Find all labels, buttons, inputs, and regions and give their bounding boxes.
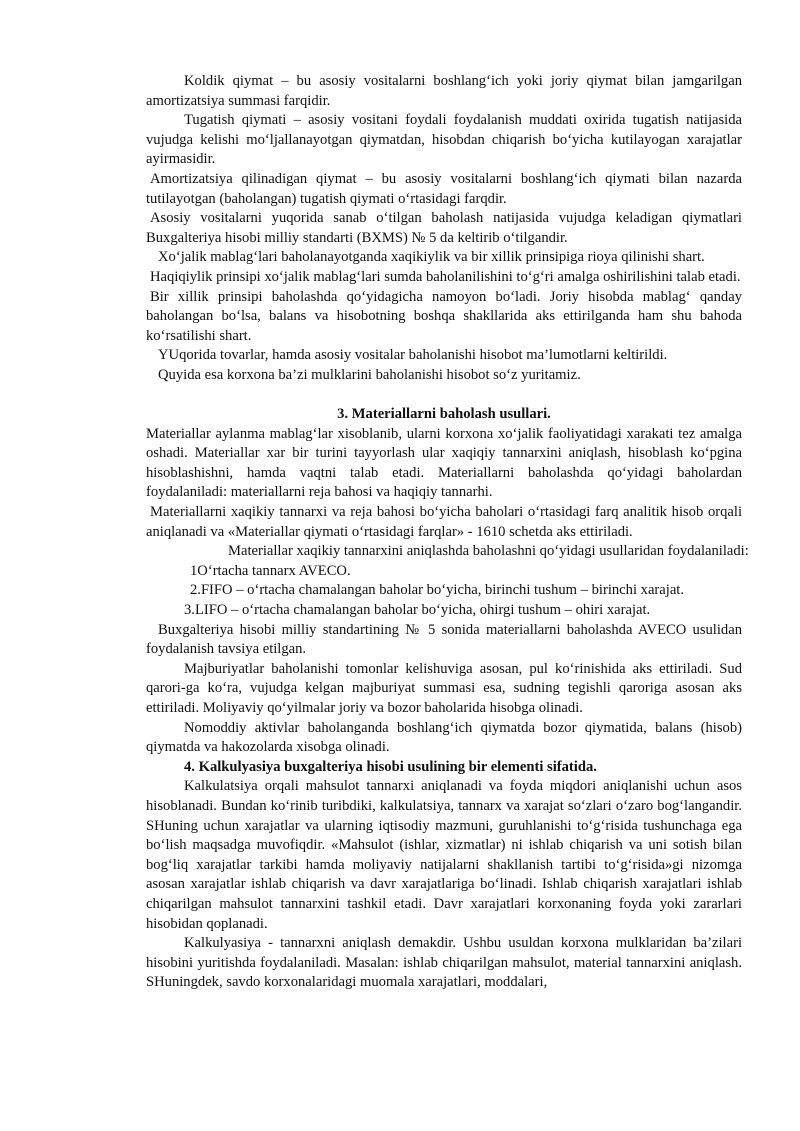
paragraph-valuation-principles: Xo‘jalik mablag‘lari baholanayotganda xaqikiylik va bir xillik prinsipiga rioya qilinishi shart. [158, 249, 705, 266]
section-3-paragraph-2: Materiallarni xaqikiy tannarxi va reja bahosi bo‘yicha baholari o‘rtasidagi farq analitik hisob orqali aniqlanadi va «Materiallar qiymati o‘rtasidagi farqlar» - 1610 schetda aks ettiriladi. [146, 504, 742, 540]
section-3-paragraph-3: Materiallar xaqikiy tannarxini aniqlashda baholashni qo‘yidagi usullaridan foydalaniladi: [228, 543, 749, 560]
paragraph-reality-principle: Haqiqiylik prinsipi xo‘jalik mablag‘lari sumda baholanilishini to‘g‘ri amalga oshirilishini talab etadi. [150, 268, 741, 285]
paragraph-bxms-standard: Asosiy vositalarni yuqorida sanab o‘tilgan baholash natijasida vujudga keladigan qiymatlari Buxgalteriya hisobi milliy standarti (BXMS) № 5 da keltirib o‘tilgandir. [146, 210, 742, 246]
paragraph-depreciable-value: Amortizatsiya qilinadigan qiymat – bu asosiy vositalarni boshlang‘ich qiymati bilan nazarda tutilayotgan (baholangan) tugatish qiymati o‘rtasidagi farqdir. [146, 170, 742, 207]
section-4-heading: 4. Kalkulyasiya buxgalteriya hisobi usulining bir elementi sifatida. [184, 758, 597, 775]
section-3-heading: 3. Materiallarni baholash usullari. [337, 406, 551, 423]
paragraph-next: Quyida esa korxona ba’zi mulklarini baholanishi hisobot so‘z yuritamiz. [158, 366, 581, 383]
list-item: 1O‘rtacha tannarx AVECO. [190, 562, 351, 579]
document-page [146, 72, 749, 993]
paragraph-summary: YUqorida tovarlar, hamda asosiy vositalar baholanishi hisobot ma’lumotlarni keltirildi. [158, 347, 668, 364]
section-3-paragraph-6: Nomoddiy aktivlar baholanganda boshlang‘ich qiymatda bozor qiymatida, balans (hisob) qiymatda va hakozolarda xisobga olinadi. [146, 719, 742, 756]
section-3-paragraph-4: Buxgalteriya hisobi milliy standartining № 5 sonida materiallarni baholashda AVECO usulidan foydalanish tavsiya etilgan. [146, 621, 742, 658]
paragraph-residual-value: Koldik qiymat – bu asosiy vositalarni boshlang‘ich yoki joriy qiymat bilan jamgarilgan amortizatsiya summasi farqidir. [146, 73, 742, 109]
valuation-methods-list [146, 562, 742, 621]
list-item: 3.LIFO – o‘rtacha chamalangan baholar bo‘yicha, ohirgi tushum – ohiri xarajat. [184, 602, 651, 619]
section-4-paragraph-2: Kalkulyasiya - tannarxni aniqlash demakdir. Ushbu usuldan korxona mulklaridan ba’zilari hisobini yuritishda foydalaniladi. Masalan: ishlab chiqarilgan mahsulot, material tannarxini aniqlash. SHuningdek, savdo korxonalaridagi muomala xarajatlari, moddalari, [146, 935, 742, 991]
section-3-paragraph-5: Majburiyatlar baholanishi tomonlar kelishuviga asosan, pul ko‘rinishida aks ettiriladi. Sud qarori-ga ko‘ra, vujudga kelgan majburiyat summasi esa, sudning tegishli qaroriga asosan aks ettiriladi. Moliyaviy qo‘yilmalar joriy va bozor baholarida hisobga olinadi. [146, 660, 742, 716]
section-4-paragraph-1: Kalkulatsiya orqali mahsulot tannarxi aniqlanadi va foyda miqdori aniqlanishi uchun asos hisoblanadi. Bundan ko‘rinib turibdiki, kalkulatsiya, tannarx va xarajat so‘zlari o‘zaro bog‘langandir. SHuning uchun xarajatlar va ularning iqtisodiy mazmuni, guruhlanishi to‘g‘risida tushunchaga ega bo‘lish maqsadga muvofiqdir. «Mahsulot (ishlar, xizmatlar) ni ishlab chiqarish va uni sotish bilan bog‘liq xarajatlar tarkibi hamda moliyaviy natijalarni shakllanish tartibi to‘g‘risida»gi nizomga asosan xarajatlar ishlab chiqarish va davr xarajatlariga bo‘linadi. Ishlab chiqarish xarajatlari ishlab chiqarilgan mahsulot tannarxini tashkil etadi. Davr xarajatlari korxonaning foyda yoki zararlari hisobidan qoplanadi. [146, 778, 742, 932]
paragraph-uniformity-principle: Bir xillik prinsipi baholashda qo‘yidagicha namoyon bo‘ladi. Joriy hisobda mablag‘ qanday baholangan bo‘lsa, balans va hisobotning boshqa shakllarida aks ettirilganda ham shu bahoda ko‘rsatilishi shart. [146, 288, 742, 344]
section-3-paragraph-1: Materiallar aylanma mablag‘lar xisoblanib, ularni korxona xo‘jalik faoliyatidagi xarakati tez amalga oshadi. Materiallar xar bir turini tayyorlash ular xaqiqiy tannarxini aniqlash, hisoblash ko‘pgina hisoblashishni, hamda vaqtni talab etadi. Materiallarni baholashda qo‘yidagi baholardan foydalaniladi: materiallarni reja bahosi va haqiqiy tannarhi. [146, 425, 742, 501]
paragraph-liquidation-value: Tugatish qiymati – asosiy vositani foydali foydalanish muddati oxirida tugatish natijasida vujudga kelishi mo‘ljallanayotgan qiymatdan, hisobdan chiqarish bo‘yicha kutilayogan xarajatlar ayirmasidir. [146, 112, 742, 168]
list-item: 2.FIFO – o‘rtacha chamalangan baholar bo‘yicha, birinchi tushum – birinchi xarajat. [190, 582, 685, 599]
